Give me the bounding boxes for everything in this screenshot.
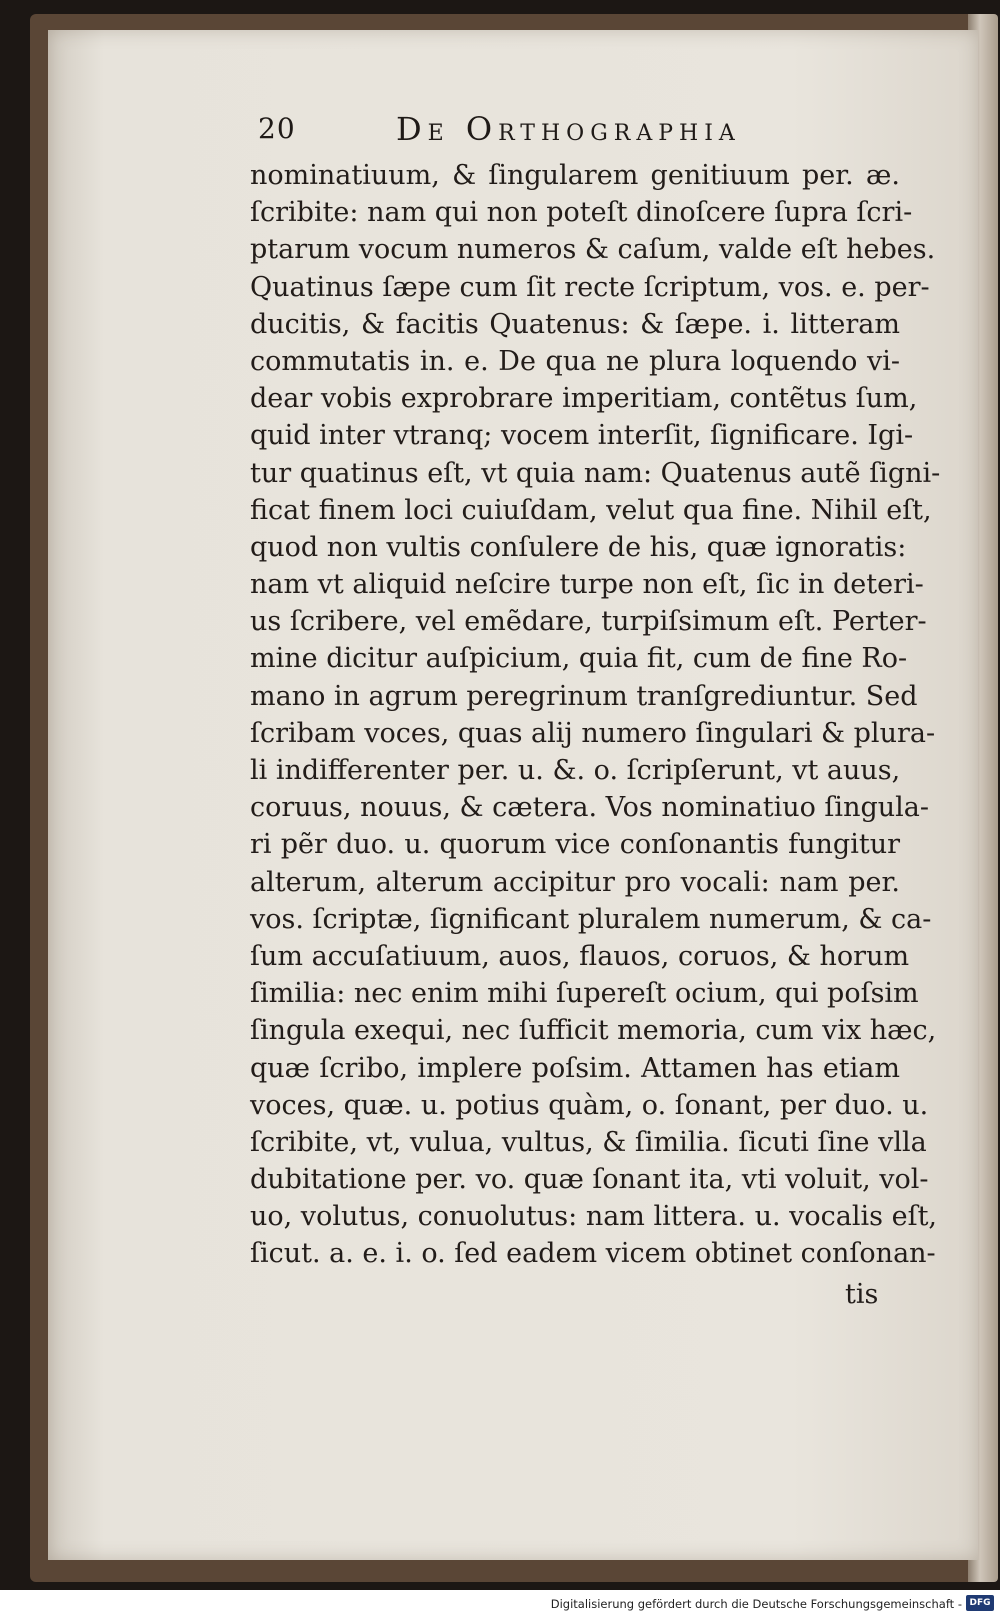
text-line: Quatinus ſæpe cum ſit recte ſcriptum, vos. e. per- <box>250 271 930 303</box>
text-line: ducitis, & facitis Quatenus: & ſæpe. i. litteram <box>250 308 900 340</box>
catchword: tis <box>845 1279 879 1310</box>
text-line: vos. ſcriptæ, ſignificant pluralem numerum, & ca- <box>250 903 932 935</box>
text-line: ſingula exequi, nec ſufficit memoria, cum vix hæc, <box>250 1015 937 1047</box>
dfg-logo-icon: DFG <box>966 1595 994 1611</box>
text-line: ſicut. a. e. i. o. ſed eadem vicem obtinet conſonan- <box>250 1238 936 1270</box>
text-line: ſcribite: nam qui non poteſt dinoſcere ſupra ſcri- <box>250 197 913 229</box>
text-line: li indifferenter per. u. &. o. ſcripſerunt, vt auus, <box>250 755 901 786</box>
text-line: nominatiuum, & ſingularem genitiuum per. æ. <box>250 160 900 191</box>
text-line: quæ ſcribo, implere poſsim. Attamen has etiam <box>250 1052 900 1084</box>
text-line: mano in agrum peregrinum tranſgrediuntur. Sed <box>250 680 918 712</box>
text-line: quid inter vtranq; vocem interſit, ſignificare. Igi- <box>250 420 914 452</box>
page-header <box>258 110 818 152</box>
text-line: ri pẽr duo. u. quorum vice conſonantis fungitur <box>250 829 900 861</box>
text-line: commutatis in. e. De qua ne plura loquendo vi- <box>250 345 900 377</box>
text-line: nam vt aliquid neſcire turpe non eſt, ſic in deteri- <box>250 569 924 601</box>
footer-bar <box>0 1590 1000 1620</box>
text-line: quod non vultis conſulere de his, quæ ignoratis: <box>250 531 907 563</box>
text-line: ſcribite, vt, vulua, vultus, & ſimilia. ſicuti ſine vlla <box>250 1126 927 1158</box>
text-line: dubitatione per. vo. quæ ſonant ita, vti voluit, vol- <box>250 1164 929 1196</box>
text-line: uo, volutus, conuolutus: nam littera. u. vocalis eſt, <box>250 1201 937 1233</box>
page-number: 20 <box>258 112 296 145</box>
footer-credit: Digitalisierung gefördert durch die Deutsche Forschungsgemeinschaft - <box>550 1597 962 1611</box>
text-line: mine dicitur auſpicium, quia fit, cum de fine Ro- <box>250 643 908 675</box>
text-line: ſum accuſatiuum, auos, flauos, coruos, & horum <box>250 940 910 972</box>
text-line: dear vobis exprobrare imperitiam, contẽtus ſum, <box>250 383 918 415</box>
text-line: ficat finem loci cuiuſdam, velut qua fine. Nihil eſt, <box>250 494 932 526</box>
text-line: ſimilia: nec enim mihi ſupereſt ocium, qui poſsim <box>250 978 919 1010</box>
body-text <box>250 157 941 1273</box>
text-line: us ſcribere, vel emẽdare, turpiſsimum eſt. Perter- <box>250 606 927 638</box>
text-line: ptarum vocum numeros & caſum, valde eſt hebes. <box>250 234 936 266</box>
text-line: voces, quæ. u. potius quàm, o. ſonant, per duo. u. <box>250 1089 929 1121</box>
text-line: coruus, nouus, & cætera. Vos nominatiuo ſingula- <box>250 792 929 824</box>
text-line: tur quatinus eſt, vt quia nam: Quatenus autẽ ſigni- <box>250 457 941 489</box>
text-line: ſcribam voces, quas alij numero ſingulari & plura- <box>250 717 936 749</box>
text-line: alterum, alterum accipitur pro vocali: nam per. <box>250 866 900 898</box>
running-head: De Orthographia <box>396 110 741 148</box>
